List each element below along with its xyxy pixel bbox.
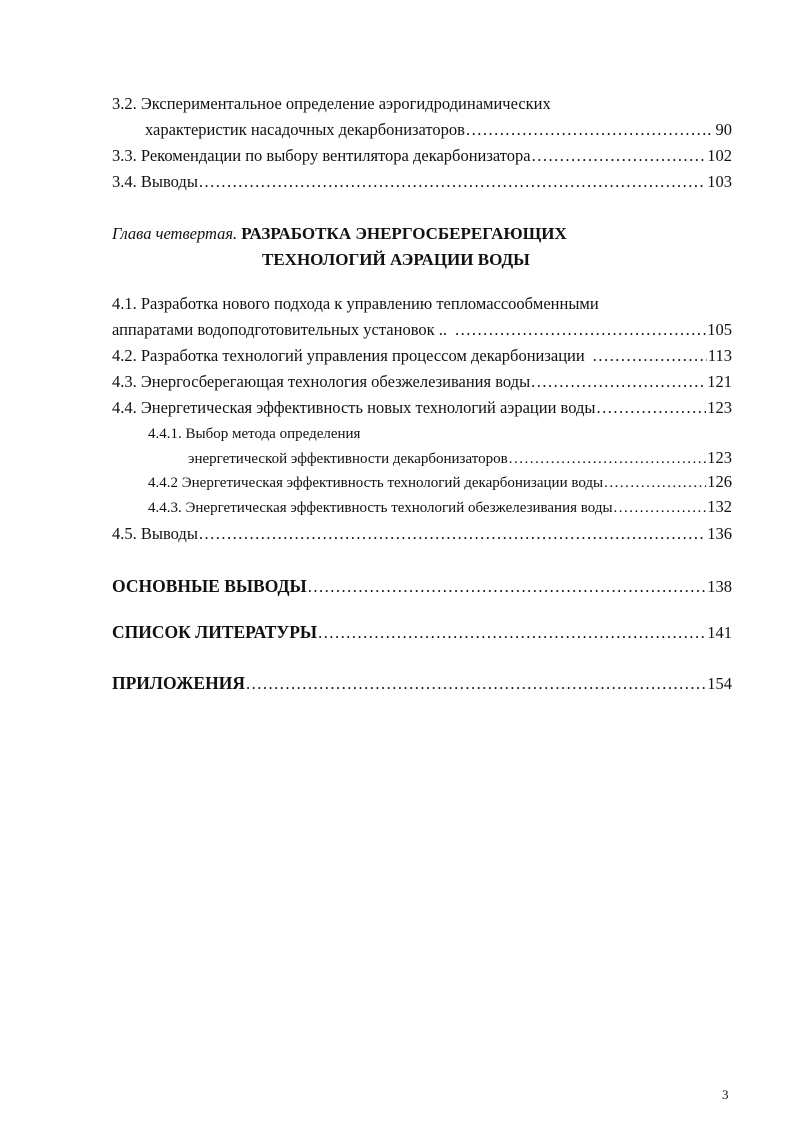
leader-dots [308, 577, 707, 597]
toc-entry-4-4-1-line2 [188, 448, 732, 469]
toc-entry-text: 4.2. Разработка технологий управления процессом декарбонизации [112, 346, 585, 365]
toc-page-number: 138 [707, 577, 732, 596]
toc-page-number: 123 [707, 398, 732, 417]
toc-entry-text: 3.3. Рекомендации по выбору вентилятора декарбонизатора [112, 146, 531, 165]
toc-page-number: 154 [707, 674, 732, 693]
toc-entry-text: 3.2. Экспериментальное определение аэрогидродинамических [112, 94, 551, 113]
toc-entry-text: 4.4. Энергетическая эффективность новых технологий аэрации воды [112, 398, 596, 417]
toc-entry-4-4-1-line1 [148, 424, 732, 444]
toc-entry-conclusions [112, 576, 732, 597]
leader-dots [246, 674, 706, 694]
toc-entry-references [112, 622, 732, 643]
leader-dots [604, 473, 706, 493]
chapter-prefix: Глава четвертая. [112, 224, 238, 243]
toc-entry-4-3 [112, 372, 732, 392]
chapter-title-line2: ТЕХНОЛОГИЙ АЭРАЦИИ ВОДЫ [262, 250, 530, 269]
leader-dots [593, 346, 707, 366]
toc-entry-text: характеристик насадочных декарбонизаторов [145, 120, 465, 139]
leader-dots [531, 372, 706, 392]
toc-page-number: 132 [707, 497, 732, 516]
leader-dots [614, 498, 707, 518]
toc-entry-text: ОСНОВНЫЕ ВЫВОДЫ [112, 576, 307, 596]
toc-entry-text: 4.5. Выводы [112, 524, 198, 543]
toc-page-number: 105 [707, 320, 732, 339]
toc-page-number: 123 [707, 448, 732, 467]
toc-entry-3-2-line2 [145, 120, 732, 140]
leader-dots [466, 120, 706, 140]
toc-entry-4-5 [112, 524, 732, 544]
leader-dots [532, 146, 707, 166]
page-number: 3 [722, 1087, 729, 1102]
toc-entry-4-4-2 [148, 472, 732, 493]
leader-dots [199, 172, 706, 192]
toc-entry-text: аппаратами водоподготовительных установок .. [112, 320, 448, 339]
toc-entry-text: 4.4.2 Энергетическая эффективность технологий декарбонизации воды [148, 475, 604, 491]
toc-entry-text: 4.4.1. Выбор метода определения [148, 426, 361, 442]
toc-page-number: 102 [707, 146, 732, 165]
toc-page-number: 136 [707, 524, 732, 543]
leader-dots [199, 524, 706, 544]
toc-entry-text: СПИСОК ЛИТЕРАТУРЫ [112, 622, 318, 642]
toc-page-number: 103 [707, 172, 732, 191]
toc-entry-4-1-line1 [112, 294, 732, 314]
chapter-4-heading-line1 [112, 224, 732, 244]
leader-dots [596, 398, 706, 418]
toc-entry-text: ПРИЛОЖЕНИЯ [112, 673, 245, 693]
toc-entry-text: 4.1. Разработка нового подхода к управлению тепломассообменными [112, 294, 599, 313]
toc-page-number: 113 [707, 346, 732, 365]
toc-entry-3-2-line1 [112, 94, 732, 114]
toc-entry-text: энергетической эффективности декарбонизаторов [188, 451, 508, 467]
toc-entry-appendices [112, 673, 732, 694]
toc-page-number: 126 [707, 472, 732, 491]
toc-entry-4-1-line2 [112, 320, 732, 340]
leader-dots [509, 449, 707, 469]
chapter-title-line1: РАЗРАБОТКА ЭНЕРГОСБЕРЕГАЮЩИХ [241, 224, 567, 243]
toc-page-number: . 90 [707, 120, 732, 139]
toc-entry-4-4-3 [148, 497, 732, 518]
toc-entry-text: 4.3. Энергосберегающая технология обезжелезивания воды [112, 372, 531, 391]
toc-entry-3-3 [112, 146, 732, 166]
toc-entry-text: 4.4.3. Энергетическая эффективность технологий обезжелезивания воды [148, 500, 613, 516]
leader-dots [455, 320, 706, 340]
leader-dots [318, 623, 706, 643]
toc-entry-3-4 [112, 172, 732, 192]
toc-entry-text: 3.4. Выводы [112, 172, 198, 191]
toc-entry-4-4 [112, 398, 732, 418]
toc-page-number: 121 [707, 372, 732, 391]
toc-entry-4-2 [112, 346, 732, 366]
toc-page-number: 141 [707, 623, 732, 642]
